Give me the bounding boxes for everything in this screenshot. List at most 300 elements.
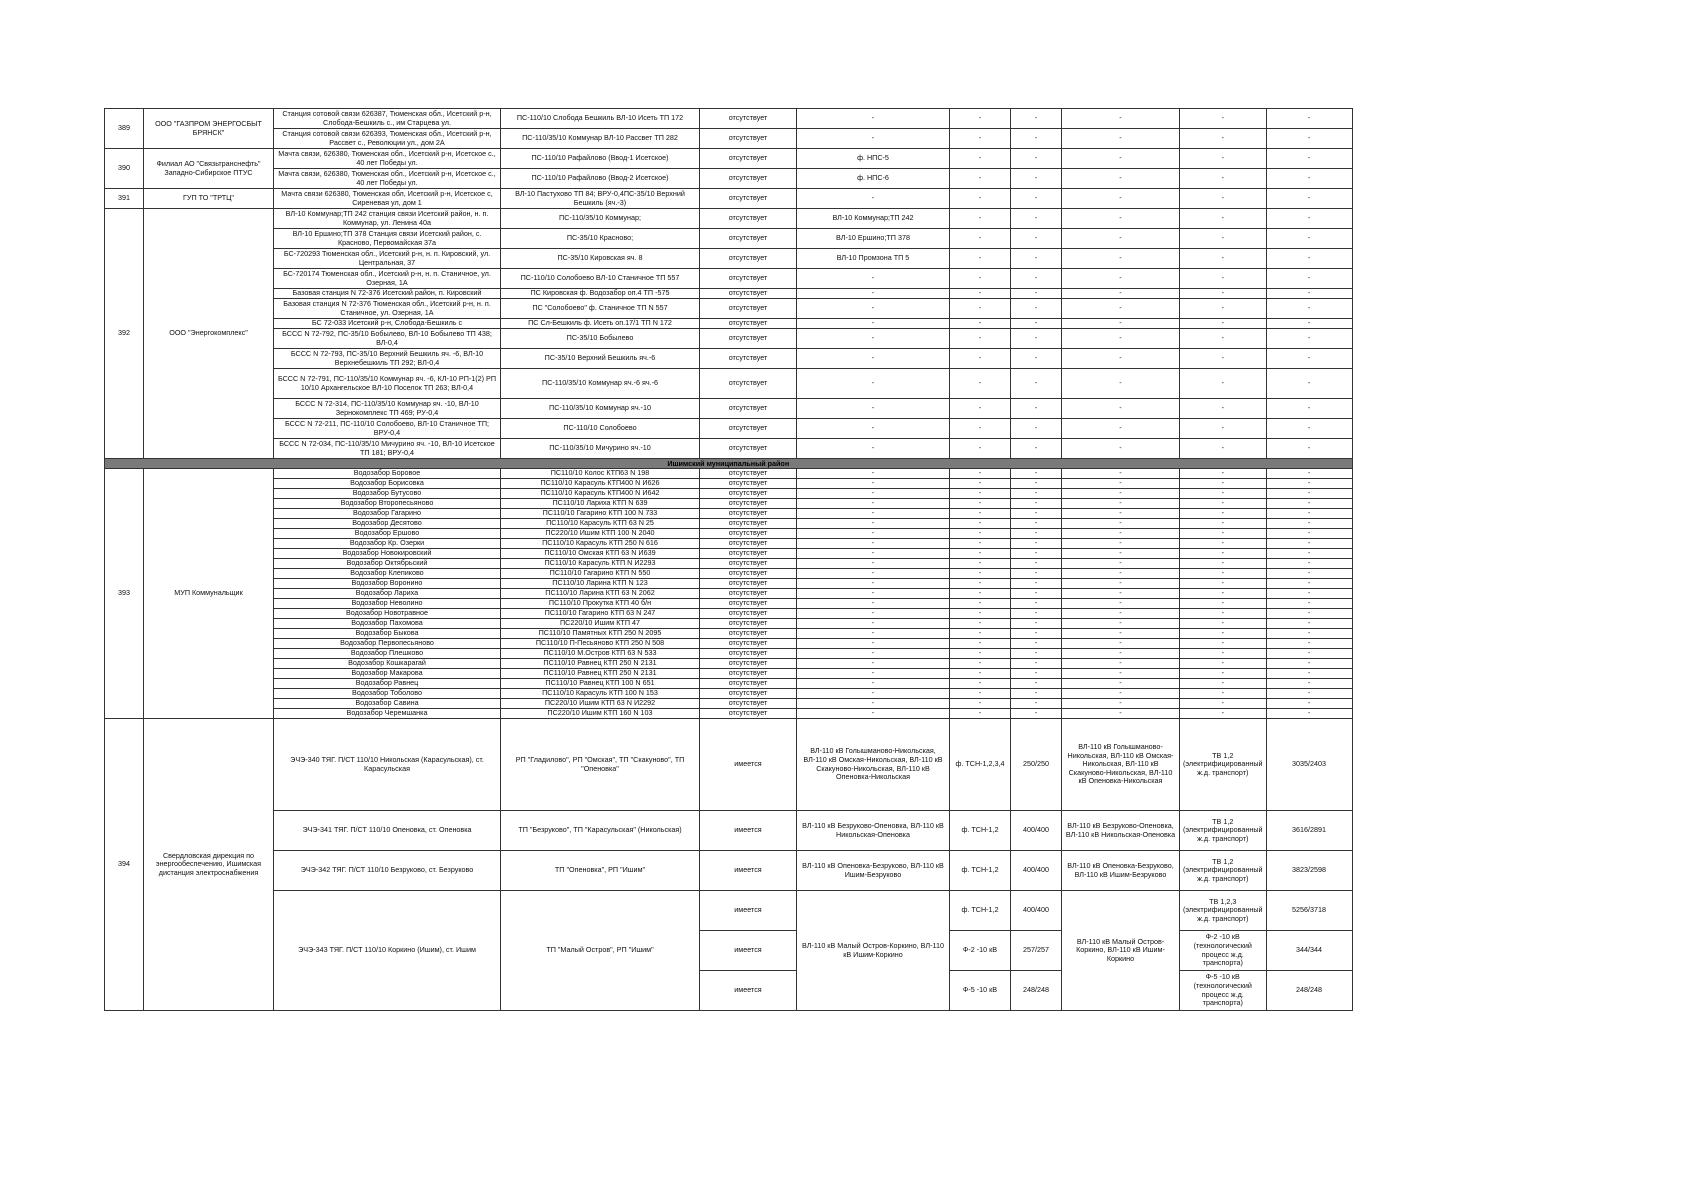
- table-cell: -: [1180, 559, 1267, 569]
- table-cell: -: [1266, 229, 1352, 249]
- status-cell: отсутствует: [700, 479, 797, 489]
- table-cell: 400/400: [1011, 891, 1062, 931]
- table-cell: 257/257: [1011, 931, 1062, 971]
- table-cell: ф. ТСН-1,2,3,4: [950, 719, 1011, 811]
- table-cell: -: [1266, 269, 1352, 289]
- table-cell: -: [797, 609, 950, 619]
- object-name: Водозабор Быкова: [274, 629, 501, 639]
- table-cell: -: [1011, 599, 1062, 609]
- power-source: ПС-110/35/10 Мичурино яч.-10: [501, 439, 700, 459]
- table-cell: -: [1011, 319, 1062, 329]
- table-row: [105, 249, 1353, 269]
- table-cell: -: [797, 399, 950, 419]
- status-cell: отсутствует: [700, 619, 797, 629]
- table-cell: -: [950, 269, 1011, 289]
- table-cell: -: [950, 579, 1011, 589]
- status-cell: отсутствует: [700, 369, 797, 399]
- table-cell: -: [950, 439, 1011, 459]
- status-cell: отсутствует: [700, 599, 797, 609]
- table-cell: -: [950, 599, 1011, 609]
- table-cell: -: [1062, 419, 1180, 439]
- table-cell: -: [797, 569, 950, 579]
- table-row: [105, 599, 1353, 609]
- table-cell: -: [1062, 319, 1180, 329]
- power-source: РП "Гладилово", РП "Омская", ТП "Скакуново", ТП "Опеновка": [501, 719, 700, 811]
- table-cell: -: [1266, 569, 1352, 579]
- table-row: [105, 399, 1353, 419]
- table-cell: -: [797, 489, 950, 499]
- table-row: [105, 669, 1353, 679]
- table-cell: -: [1266, 249, 1352, 269]
- table-cell: -: [1011, 369, 1062, 399]
- power-source: ПС-110/10 Рафайлово (Ввод-2 Исетское): [501, 169, 700, 189]
- table-cell: -: [797, 539, 950, 549]
- table-cell: -: [1180, 539, 1267, 549]
- object-name: Водозабор Клепиково: [274, 569, 501, 579]
- table-cell: -: [797, 509, 950, 519]
- table-cell: -: [797, 329, 950, 349]
- object-name: Базовая станция N 72-376 Исетский район, п. Кировский: [274, 289, 501, 299]
- power-source: ПС110/10 М.Остров КТП 63 N 533: [501, 649, 700, 659]
- table-cell: ВЛ-110 кВ Безруково-Опеновка, ВЛ-110 кВ Никольская-Опеновка: [797, 811, 950, 851]
- status-cell: отсутствует: [700, 469, 797, 479]
- table-cell: -: [797, 129, 950, 149]
- object-name: Станция сотовой связи 626393, Тюменская обл., Исетский р-н, Рассвет с., Революции ул., дом 2А: [274, 129, 501, 149]
- table-row: [105, 149, 1353, 169]
- power-source: ПС220/10 Ишим КТП 47: [501, 619, 700, 629]
- table-cell: -: [1062, 519, 1180, 529]
- table-cell: -: [1180, 319, 1267, 329]
- table-cell: -: [1266, 209, 1352, 229]
- table-cell: -: [797, 619, 950, 629]
- table-cell: -: [1011, 109, 1062, 129]
- table-cell: -: [1062, 299, 1180, 319]
- table-cell: ВЛ-110 кВ Опеновка-Безруково, ВЛ-110 кВ Ишим-Безруково: [1062, 851, 1180, 891]
- table-cell: -: [950, 129, 1011, 149]
- status-cell: отсутствует: [700, 329, 797, 349]
- row-number: 394: [105, 719, 144, 1011]
- object-name: Мачта связи, 626380, Тюменская обл., Исетский р-н, Исетское с., 40 лет Победы ул.: [274, 149, 501, 169]
- table-cell: -: [950, 169, 1011, 189]
- table-cell: -: [1062, 509, 1180, 519]
- table-cell: -: [1011, 499, 1062, 509]
- table-cell: Ф-5 -10 кВ (технологический процесс ж.д. транспорта): [1180, 971, 1267, 1011]
- table-cell: -: [950, 619, 1011, 629]
- power-source: ПС-110/10 Солобоево: [501, 419, 700, 439]
- table-cell: -: [1266, 489, 1352, 499]
- table-cell: -: [797, 679, 950, 689]
- table-cell: -: [1011, 189, 1062, 209]
- table-cell: -: [1011, 559, 1062, 569]
- table-cell: -: [1062, 639, 1180, 649]
- object-name: БССС N 72-211, ПС-110/10 Солобоево, ВЛ-10 Станичное ТП; ВРУ-0,4: [274, 419, 501, 439]
- status-cell: отсутствует: [700, 419, 797, 439]
- status-cell: отсутствует: [700, 349, 797, 369]
- table-cell: -: [1180, 619, 1267, 629]
- object-name: Водозабор Савина: [274, 699, 501, 709]
- table-row: [105, 549, 1353, 559]
- table-cell: -: [797, 319, 950, 329]
- table-cell: -: [1266, 629, 1352, 639]
- status-cell: отсутствует: [700, 149, 797, 169]
- table-cell: -: [1062, 469, 1180, 479]
- table-cell: -: [1266, 669, 1352, 679]
- table-cell: -: [797, 479, 950, 489]
- object-name: Водозабор Ершово: [274, 529, 501, 539]
- table-cell: -: [1180, 659, 1267, 669]
- status-cell: отсутствует: [700, 699, 797, 709]
- table-cell: -: [1266, 559, 1352, 569]
- power-source: ПС-110/10 Солобоево ВЛ-10 Станичное ТП 557: [501, 269, 700, 289]
- table-cell: -: [797, 469, 950, 479]
- table-cell: -: [797, 419, 950, 439]
- table-cell: -: [1011, 489, 1062, 499]
- status-cell: имеется: [700, 851, 797, 891]
- power-source: ПС110/10 Карасуль КТП 63 N 25: [501, 519, 700, 529]
- table-cell: -: [1011, 659, 1062, 669]
- data-sheet: [104, 108, 1353, 1011]
- table-cell: -: [1180, 149, 1267, 169]
- status-cell: отсутствует: [700, 639, 797, 649]
- table-cell: -: [1180, 299, 1267, 319]
- object-name: Водозабор Боровое: [274, 469, 501, 479]
- object-name: ЭЧЭ-341 ТЯГ. П/СТ 110/10 Опеновка, ст. Опеновка: [274, 811, 501, 851]
- table-cell: -: [1266, 539, 1352, 549]
- table-cell: -: [1180, 599, 1267, 609]
- table-cell: -: [1011, 149, 1062, 169]
- district-header: Ишимский муниципальный район: [105, 459, 1353, 469]
- power-source: ПС110/10 Памятных КТП 250 N 2095: [501, 629, 700, 639]
- power-source: ПС-110/35/10 Коммунар ВЛ-10 Рассвет ТП 282: [501, 129, 700, 149]
- organization-name: Филиал АО "Связьтранснефть" Западно-Сибирское ПТУС: [144, 149, 274, 189]
- status-cell: отсутствует: [700, 169, 797, 189]
- object-name: Водозабор Кошкарагай: [274, 659, 501, 669]
- table-row: [105, 579, 1353, 589]
- table-cell: 400/400: [1011, 851, 1062, 891]
- table-row: [105, 209, 1353, 229]
- table-cell: -: [1011, 569, 1062, 579]
- object-name: БССС N 72-791, ПС-110/35/10 Коммунар яч. -6, КЛ-10 РП-1(2) РП 10/10 Архангельское ВЛ-10 Поселок ТП 263; ВЛ-0,4: [274, 369, 501, 399]
- power-source: ПС110/10 Лариха КТП N 639: [501, 499, 700, 509]
- table-cell: -: [1180, 709, 1267, 719]
- table-cell: -: [1011, 639, 1062, 649]
- table-cell: -: [1062, 589, 1180, 599]
- table-cell: -: [1266, 639, 1352, 649]
- table-cell: -: [950, 679, 1011, 689]
- power-source: ПС-35/10 Кировская яч. 8: [501, 249, 700, 269]
- table-cell: ВЛ-110 кВ Безруково-Опеновка, ВЛ-110 кВ Никольская-Опеновка: [1062, 811, 1180, 851]
- table-cell: -: [1180, 349, 1267, 369]
- power-source: ПС-110/35/10 Коммунар яч.-10: [501, 399, 700, 419]
- table-row: [105, 189, 1353, 209]
- table-row: [105, 109, 1353, 129]
- table-cell: ф. ТСН-1,2: [950, 811, 1011, 851]
- table-cell: -: [1062, 569, 1180, 579]
- status-cell: отсутствует: [700, 399, 797, 419]
- table-cell: -: [950, 349, 1011, 369]
- table-cell: -: [950, 319, 1011, 329]
- table-cell: -: [1180, 469, 1267, 479]
- power-source: ПС220/10 Ишим КТП 63 N И2292: [501, 699, 700, 709]
- table-cell: -: [950, 539, 1011, 549]
- table-cell: ВЛ-10 Коммунар;ТП 242: [797, 209, 950, 229]
- table-cell: -: [1062, 539, 1180, 549]
- table-cell: -: [950, 369, 1011, 399]
- table-cell: -: [1266, 699, 1352, 709]
- table-cell: -: [950, 149, 1011, 169]
- organization-name: ГУП ТО "ТРТЦ": [144, 189, 274, 209]
- table-cell: ф. ТСН-1,2: [950, 851, 1011, 891]
- table-cell: -: [1011, 529, 1062, 539]
- table-cell: -: [1011, 209, 1062, 229]
- table-row: [105, 519, 1353, 529]
- power-source: ПС110/10 Ларина КТП N 123: [501, 579, 700, 589]
- status-cell: отсутствует: [700, 289, 797, 299]
- table-cell: -: [1180, 609, 1267, 619]
- organization-name: МУП Коммунальщик: [144, 469, 274, 719]
- power-source: ПС-110/10 Слобода Бешкиль ВЛ-10 Исеть ТП 172: [501, 109, 700, 129]
- table-cell: ТВ 1,2 (электрифицированный ж.д. транспорт): [1180, 811, 1267, 851]
- status-cell: отсутствует: [700, 529, 797, 539]
- table-cell: -: [950, 709, 1011, 719]
- table-cell: -: [950, 479, 1011, 489]
- table-cell: -: [1062, 169, 1180, 189]
- table-cell: -: [1266, 349, 1352, 369]
- power-source: ВЛ-10 Пастухово ТП 84; ВРУ-0,4ПС-35/10 Верхний Бешкиль (яч.-3): [501, 189, 700, 209]
- object-name: Водозабор Пахомова: [274, 619, 501, 629]
- table-cell: -: [950, 669, 1011, 679]
- status-cell: отсутствует: [700, 689, 797, 699]
- table-cell: -: [1062, 529, 1180, 539]
- object-name: Водозабор Тоболово: [274, 689, 501, 699]
- status-cell: имеется: [700, 719, 797, 811]
- table-cell: -: [1180, 129, 1267, 149]
- table-cell: -: [1062, 439, 1180, 459]
- table-cell: -: [1062, 629, 1180, 639]
- table-cell: -: [1180, 689, 1267, 699]
- table-cell: -: [950, 609, 1011, 619]
- table-cell: -: [1266, 649, 1352, 659]
- table-cell: -: [1062, 229, 1180, 249]
- table-cell: Ф-2 -10 кВ: [950, 931, 1011, 971]
- table-cell: -: [1266, 369, 1352, 399]
- table-cell: -: [1062, 649, 1180, 659]
- table-cell: -: [1266, 519, 1352, 529]
- table-cell: -: [1011, 709, 1062, 719]
- table-row: [105, 709, 1353, 719]
- table-cell: 250/250: [1011, 719, 1062, 811]
- table-cell: -: [1266, 709, 1352, 719]
- table-cell: -: [1062, 289, 1180, 299]
- table-cell: -: [1180, 699, 1267, 709]
- table-cell: -: [1062, 619, 1180, 629]
- table-cell: -: [950, 699, 1011, 709]
- table-row: [105, 851, 1353, 891]
- status-cell: отсутствует: [700, 609, 797, 619]
- table-cell: -: [1011, 699, 1062, 709]
- status-cell: отсутствует: [700, 539, 797, 549]
- table-cell: -: [950, 629, 1011, 639]
- power-source: ПС110/10 Карасуль КТП 250 N 616: [501, 539, 700, 549]
- organization-name: ООО "ГАЗПРОМ ЭНЕРГОСБЫТ БРЯНСК": [144, 109, 274, 149]
- table-cell: -: [1266, 289, 1352, 299]
- table-cell: -: [1180, 269, 1267, 289]
- status-cell: отсутствует: [700, 319, 797, 329]
- table-cell: -: [1180, 329, 1267, 349]
- table-row: [105, 509, 1353, 519]
- table-cell: -: [1011, 689, 1062, 699]
- table-cell: -: [1062, 249, 1180, 269]
- table-cell: -: [797, 299, 950, 319]
- table-cell: -: [1266, 679, 1352, 689]
- table-cell: -: [1266, 689, 1352, 699]
- power-source: ПС110/10 Равнец КТП 250 N 2131: [501, 669, 700, 679]
- status-cell: отсутствует: [700, 649, 797, 659]
- table-cell: -: [1180, 579, 1267, 589]
- table-cell: -: [950, 299, 1011, 319]
- table-cell: -: [1062, 599, 1180, 609]
- status-cell: отсутствует: [700, 709, 797, 719]
- table-cell: -: [1266, 169, 1352, 189]
- row-number: 390: [105, 149, 144, 189]
- object-name: БССС N 72-793, ПС-35/10 Верхний Бешкиль яч. -6, ВЛ-10 Верхнебешкиль ТП 292; ВЛ-0,4: [274, 349, 501, 369]
- table-cell: -: [1266, 299, 1352, 319]
- table-cell: -: [1062, 149, 1180, 169]
- table-cell: -: [1266, 469, 1352, 479]
- table-cell: -: [950, 589, 1011, 599]
- status-cell: отсутствует: [700, 669, 797, 679]
- power-source: ТП "Безруково", ТП "Карасульская" (Никольская): [501, 811, 700, 851]
- power-source: ПС-35/10 Бобылево: [501, 329, 700, 349]
- table-cell: -: [1062, 689, 1180, 699]
- table-cell: -: [1062, 549, 1180, 559]
- power-source: ПС220/10 Ишим КТП 100 N 2040: [501, 529, 700, 539]
- table-row: [105, 659, 1353, 669]
- table-cell: -: [1180, 489, 1267, 499]
- table-cell: -: [1011, 509, 1062, 519]
- power-source: ПС-110/35/10 Коммунар;: [501, 209, 700, 229]
- object-name: Мачта связи 626380, Тюменская обл, Исетский р-н, Исетское с, Сиреневая ул, дом 1: [274, 189, 501, 209]
- table-row: [105, 479, 1353, 489]
- table-cell: -: [1062, 399, 1180, 419]
- table-cell: -: [1266, 529, 1352, 539]
- table-cell: -: [950, 559, 1011, 569]
- table-cell: -: [1266, 439, 1352, 459]
- table-cell: -: [1180, 419, 1267, 439]
- table-cell: -: [1266, 319, 1352, 329]
- table-cell: ТВ 1,2 (электрифицированный ж.д. транспорт): [1180, 851, 1267, 891]
- table-cell: -: [1266, 509, 1352, 519]
- table-cell: -: [950, 109, 1011, 129]
- table-cell: -: [950, 249, 1011, 269]
- table-cell: -: [1062, 489, 1180, 499]
- table-cell: -: [1266, 609, 1352, 619]
- status-cell: отсутствует: [700, 269, 797, 289]
- table-cell: -: [950, 639, 1011, 649]
- power-source: ПС110/10 Равнец КТП 100 N 651: [501, 679, 700, 689]
- table-cell: -: [797, 689, 950, 699]
- power-source: ПС Кировская ф. Водозабор оп.4 ТП -575: [501, 289, 700, 299]
- object-name: ВЛ-10 Коммунар;ТП 242 станция связи Исетский район, н. п. Коммунар, ул. Ленина 40а: [274, 209, 501, 229]
- table-cell: -: [1180, 679, 1267, 689]
- table-cell: 248/248: [1266, 971, 1352, 1011]
- table-row: [105, 719, 1353, 811]
- power-source: ПС-35/10 Верхний Бешкиль яч.-6: [501, 349, 700, 369]
- table-row: [105, 369, 1353, 399]
- table-cell: -: [1062, 479, 1180, 489]
- table-cell: -: [1180, 649, 1267, 659]
- table-cell: Ф-2 -10 кВ (технологический процесс ж.д. транспорта): [1180, 931, 1267, 971]
- table-cell: -: [1180, 499, 1267, 509]
- object-name: Водозабор Макарова: [274, 669, 501, 679]
- table-cell: ф. НПС-5: [797, 149, 950, 169]
- table-row: [105, 569, 1353, 579]
- table-cell: -: [1266, 579, 1352, 589]
- object-name: Водозабор Первопесьяново: [274, 639, 501, 649]
- table-cell: -: [1266, 589, 1352, 599]
- table-cell: -: [1062, 109, 1180, 129]
- table-cell: -: [950, 209, 1011, 229]
- status-cell: отсутствует: [700, 559, 797, 569]
- status-cell: отсутствует: [700, 189, 797, 209]
- table-cell: -: [1011, 439, 1062, 459]
- table-cell: -: [1011, 609, 1062, 619]
- table-cell: -: [1180, 369, 1267, 399]
- status-cell: имеется: [700, 931, 797, 971]
- table-cell: -: [797, 109, 950, 129]
- table-cell: -: [1180, 439, 1267, 459]
- table-cell: -: [1011, 519, 1062, 529]
- object-name: ЭЧЭ-342 ТЯГ. П/СТ 110/10 Безруково, ст. Безруково: [274, 851, 501, 891]
- table-cell: -: [1011, 329, 1062, 349]
- status-cell: отсутствует: [700, 109, 797, 129]
- object-name: Водозабор Воронино: [274, 579, 501, 589]
- table-cell: ВЛ-110 кВ Опеновка-Безруково, ВЛ-110 кВ Ишим-Безруково: [797, 851, 950, 891]
- table-row: [105, 891, 1353, 931]
- organization-name: ООО "Энергокомплекс": [144, 209, 274, 459]
- table-cell: -: [1180, 549, 1267, 559]
- object-name: ЭЧЭ-340 ТЯГ. П/СТ 110/10 Никольская (Карасульская), ст. Карасульская: [274, 719, 501, 811]
- table-row: [105, 699, 1353, 709]
- table-row: [105, 589, 1353, 599]
- table-cell: -: [1180, 189, 1267, 209]
- table-cell: -: [797, 549, 950, 559]
- object-name: Водозабор Гагарино: [274, 509, 501, 519]
- table-cell: -: [1011, 669, 1062, 679]
- status-cell: отсутствует: [700, 209, 797, 229]
- table-cell: ТВ 1,2 (электрифицированный ж.д. транспорт): [1180, 719, 1267, 811]
- table-cell: -: [797, 669, 950, 679]
- object-name: Водозабор Десятово: [274, 519, 501, 529]
- table-cell: -: [797, 659, 950, 669]
- table-cell: -: [1266, 619, 1352, 629]
- power-source: ПС-35/10 Красново;: [501, 229, 700, 249]
- table-row: [105, 559, 1353, 569]
- table-cell: -: [797, 639, 950, 649]
- table-cell: -: [797, 529, 950, 539]
- table-row: [105, 329, 1353, 349]
- power-source: ПС-110/35/10 Коммунар яч.-6 яч.-6: [501, 369, 700, 399]
- table-cell: ВЛ-110 кВ Малый Остров-Коркино, ВЛ-110 кВ Ишим-Коркино: [1062, 891, 1180, 1011]
- table-row: [105, 469, 1353, 479]
- object-name: ВЛ-10 Ершино;ТП 378 Станция связи Исетский район, с. Красново, Первомайская 37а: [274, 229, 501, 249]
- table-cell: -: [950, 329, 1011, 349]
- table-cell: -: [1180, 109, 1267, 129]
- table-row: [105, 639, 1353, 649]
- table-row: [105, 419, 1353, 439]
- table-row: [105, 169, 1353, 189]
- table-cell: 3616/2891: [1266, 811, 1352, 851]
